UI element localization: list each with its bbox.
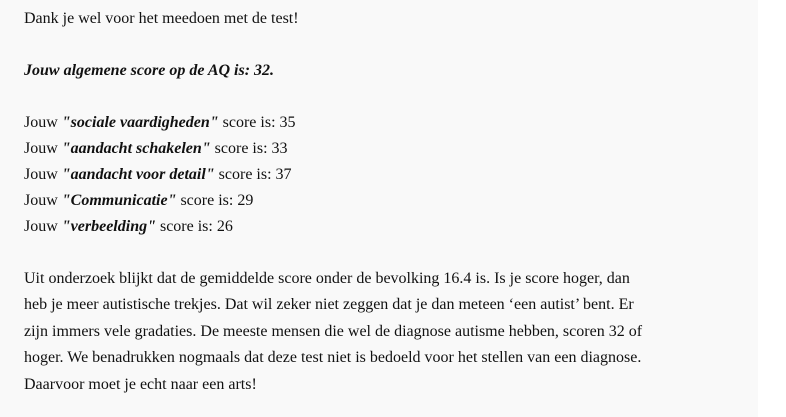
subscore-value: score is: 33 <box>210 140 288 157</box>
explanation-line: Uit onderzoek blijkt dat de gemiddelde score onder de bevolking 16.4 is. Is je score hoger, dan <box>24 270 630 287</box>
subscore-communication <box>24 188 759 214</box>
subscore-value: score is: 26 <box>155 218 233 235</box>
subscore-category: "verbeelding" <box>61 218 156 235</box>
subscore-list <box>24 110 759 240</box>
page-edge <box>758 0 772 417</box>
overall-score: Jouw algemene score op de AQ is: 32. <box>24 62 275 79</box>
subscore-value: score is: 37 <box>214 166 292 183</box>
spacer <box>24 84 759 110</box>
subscore-attention-switching <box>24 136 759 162</box>
subscore-prefix: Jouw <box>24 166 62 183</box>
subscore-prefix: Jouw <box>24 114 62 131</box>
explanation-line: zijn immers vele gradaties. De meeste mensen die wel de diagnose autisme hebben, scoren 32 of <box>24 322 643 340</box>
subscore-prefix: Jouw <box>24 218 62 235</box>
subscore-imagination <box>24 214 759 240</box>
subscore-attention-to-detail <box>24 162 759 188</box>
subscore-category: "aandacht schakelen" <box>61 140 211 157</box>
spacer <box>24 240 759 266</box>
subscore-prefix: Jouw <box>24 192 62 209</box>
subscore-value: score is: 35 <box>218 114 296 131</box>
subscore-prefix: Jouw <box>24 140 62 157</box>
subscore-value: score is: 29 <box>176 192 254 209</box>
explanation-line: heb je meer autistische trekjes. Dat wil zeker niet zeggen dat je dan meteen ‘een autist’ bent. Er <box>24 296 634 314</box>
explanation-line: Daarvoor moet je echt naar een arts! <box>24 375 257 393</box>
subscore-social-skills <box>24 110 759 136</box>
spacer <box>24 32 759 58</box>
explanation-line: hoger. We benadrukken nogmaals dat deze test niet is bedoeld voor het stellen van een diagnose. <box>24 349 642 367</box>
subscore-category: "aandacht voor detail" <box>61 166 215 183</box>
thanks-message: Dank je wel voor het meedoen met de test! <box>24 10 299 27</box>
subscore-category: "Communicatie" <box>61 192 177 209</box>
results-content <box>24 6 759 398</box>
subscore-category: "sociale vaardigheden" <box>61 114 219 131</box>
explanation-paragraph <box>24 266 759 398</box>
